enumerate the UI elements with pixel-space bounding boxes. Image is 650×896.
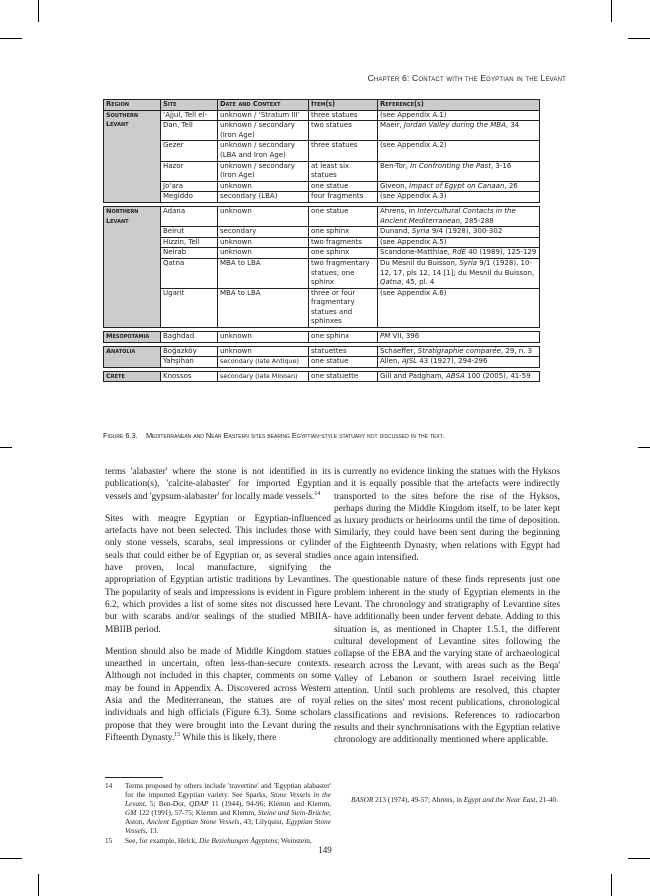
crop-mark [0,38,22,39]
items-cell: two fragments [309,237,378,248]
column-header: Reference(s) [378,100,540,111]
footnote [105,836,331,845]
sites-table [103,99,540,382]
reference-cell: Scandone-Matthiae, RdE 40 (1989), 125-129 [378,248,540,259]
date-cell: unknown [218,332,309,343]
items-cell: two statues [309,121,378,141]
site-cell: Neirab [161,248,218,259]
items-cell: at least six statues [309,161,378,181]
crop-mark [611,874,612,896]
table-row [104,181,540,192]
site-cell: Adana [161,206,218,226]
items-cell: four fragments [309,192,378,203]
items-cell: one sphinx [309,332,378,343]
column-header: Item(s) [309,100,378,111]
figure-caption: Figure 6.3. Mediterranean and Near Eastern sites bearing Egyptian-style statuary not discussed in the text. [103,431,445,440]
date-cell: unknown [218,237,309,248]
items-cell: one statue [309,357,378,368]
site-cell: Boğazköy [161,346,218,357]
items-cell: three statues [309,110,378,121]
paragraph: Sites with meagre Egyptian or Egyptian-influenced artefacts have not been selected. This includes those with only stone vessels, scarabs, seal impressions or cylinder seals that could either be of Egyptian or, as several studies have proven, local manufacture, signifying the appropriation of Egyptian artistic traditions by Levantines. The popularity of seals and impressions is evident in Figure 6.2, which provides a list of some sites not discussed here but with scarabs and/or sealings of the studied MBIIA-MBIIB period. [105,513,331,635]
date-cell: secondary (late Antique) [218,357,309,368]
crop-mark [611,0,612,22]
page-number: 149 [318,845,332,855]
region-cell: Crete [104,371,161,382]
site-cell: Jo‘ara [161,181,218,192]
region-cell: Anatolia [104,346,161,367]
footnote-number: 14 [105,781,113,790]
items-cell: one sphinx [309,248,378,259]
table-row [104,227,540,238]
footnote-text: See, for example, Helck, Die Beziehungen Ägyptens; Weinstein, [125,836,312,845]
crop-mark [628,38,650,39]
table-row [104,371,540,382]
table-header-row [104,100,540,111]
region-cell: Mesopotamia [104,332,161,343]
site-cell: Yahşihan [161,357,218,368]
date-cell: unknown [218,206,309,226]
site-cell: ‘Ajjul, Tell el- [161,110,218,121]
date-cell: secondary (late Minoan) [218,371,309,382]
site-cell: Ugarit [161,288,218,327]
site-cell: Beirut [161,227,218,238]
right-column [334,466,560,757]
table-row [104,357,540,368]
reference-cell: (see Appendix A.1) [378,110,540,121]
table-row [104,346,540,357]
site-cell: Hazor [161,161,218,181]
site-cell: Qatna [161,258,218,288]
crop-mark [0,858,22,859]
site-cell: Dan, Tell [161,121,218,141]
date-cell: secondary (LBA) [218,192,309,203]
items-cell: three statues [309,141,378,161]
table-row [104,121,540,141]
date-cell: unknown [218,248,309,259]
table-row [104,110,540,121]
table-row [104,206,540,226]
crop-mark [38,0,39,22]
footnote-ref: 15 [174,731,181,738]
table-row [104,288,540,327]
reference-cell: Gill and Padgham, ABSA 100 (2005), 41-59 [378,371,540,382]
footnote-text: Terms proposed by others include 'travertine' and 'Egyptian alabaster' for the imported Egyptian variety. See Sparks, Stone Vessels in the Levant, 5; Ben-Dor, QDAP 11 (1944), 94-96; Klemm and Klemm, GM 122 (1991), 57-75; Klemm and Klemm, Steine und Stein-Brüche; Aston, Ancient Egyptian Stone Vessels, 43; Lilyquist, Egyptian Stone Vessels, 13. [125,781,332,835]
date-cell: unknown / ‘Stratum III’ [218,110,309,121]
paragraph-text: terms 'alabaster' where the stone is not identified in its publication(s), 'calcite-alabaster' for imported Egyptian vessels and 'gypsum-alabaster' for locally made vessels. [105,467,331,502]
reference-cell: Ahrens, in Intercultural Contacts in the Ancient Mediterranean, 285-288 [378,206,540,226]
paragraph-text: Mention should also be made of Middle Kingdom statues unearthed in uncertain, often less-than-secure contexts. Although not included in this chapter, comments on some may be found in Appendix A. Discovered across Western Asia and the Mediterranean, the statues are of royal individuals and high officials (Figure 6.3). Some scholars propose that they were brought into the Levant during the Fifteenth Dynasty. [105,646,331,743]
table-row [104,141,540,161]
items-cell: one statuette [309,371,378,382]
table-row [104,258,540,288]
site-cell: Hizzin, Tell [161,237,218,248]
date-cell: MBA to LBA [218,288,309,327]
table-row [104,332,540,343]
date-cell: unknown [218,346,309,357]
items-cell: one statue [309,181,378,192]
left-column [105,466,331,754]
paragraph: The questionable nature of these finds represents just one problem inherent in the study of Egyptian elements in the Levant. The chronology and stratigraphy of Levantine sites have additionally been under fervent debate. Adding to this situation is, as mentioned in Chapter 1.5.1, the different cultural development of Levantine sites following the collapse of the EBA and the varying state of archaeological research across the Levant, with areas such as the Beqa' Valley of Lebanon or southern Israel receiving little attention. Until such problems are resolved, this chapter relies on the sites' most recent publications, chronological classifications and revisions. References to radiocarbon results and their synchronisations with the Egyptian relative chronology are additionally mentioned where applicable. [334,575,560,746]
date-cell: unknown / secondary (Iron Age) [218,161,309,181]
paragraph [105,646,331,744]
table-row [104,237,540,248]
sites-table-body [104,110,540,382]
site-cell: Knossos [161,371,218,382]
column-header: Date and Context [218,100,309,111]
reference-cell: PM VII, 396 [378,332,540,343]
items-cell: statuettes [309,346,378,357]
date-cell: unknown / secondary (Iron Age) [218,121,309,141]
running-head: Chapter 6: Contact with the Egyptian in the Levant [367,73,566,83]
items-cell: two fragmentary statues; one sphinx [309,258,378,288]
table-row [104,192,540,203]
crop-mark [0,447,12,448]
reference-cell: Giveon, Impact of Egypt on Canaan, 26 [378,181,540,192]
paragraph-text: While this is likely, there [180,732,277,743]
reference-cell: Allen, AJSL 43 (1927), 294-296 [378,357,540,368]
region-cell: Northern Levant [104,206,161,327]
reference-cell: (see Appendix A.5) [378,237,540,248]
column-header: Region [104,100,161,111]
date-cell: secondary [218,227,309,238]
footnote [105,781,331,835]
footnote-ref: 14 [314,490,321,497]
paragraph: is currently no evidence linking the statues with the Hyksos and it is equally possible that the artefacts were indirectly transported to the sites before the rise of the Hyksos, perhaps during the Middle Kingdom itself, to be later kept as luxury products or heirlooms until the time of deposition. Similarly, they could have been sent during the beginning of the Eighteenth Dynasty, when relations with Egypt had once again intensified. [334,467,560,564]
table-row [104,248,540,259]
reference-cell: (see Appendix A.2) [378,141,540,161]
footnote-continuation: BASOR 213 (1974), 49-57; Ahrens, in Egypt and the Near East, 21-40. [351,795,558,804]
items-cell: three or four fragmentary statues and sphinxes [309,288,378,327]
reference-cell: Ben-Tor, In Confronting the Past, 3-16 [378,161,540,181]
paragraph [105,466,331,503]
reference-cell: (see Appendix A.6) [378,288,540,327]
date-cell: unknown [218,181,309,192]
reference-cell: Dunand, Syria 9/4 (1928), 300-302 [378,227,540,238]
footnotes [105,781,331,846]
reference-cell: (see Appendix A.3) [378,192,540,203]
items-cell: one statue [309,206,378,226]
date-cell: unknown / secondary (LBA and Iron Age) [218,141,309,161]
crop-mark [38,874,39,896]
crop-mark [638,447,650,448]
region-cell: Southern Levant [104,110,161,202]
footnote-rule [105,777,163,778]
column-header: Site [161,100,218,111]
items-cell: one sphinx [309,227,378,238]
footnote-number: 15 [105,836,113,845]
reference-cell: Maeir, Jordan Valley during the MBA, 34 [378,121,540,141]
site-cell: Megiddo [161,192,218,203]
date-cell: MBA to LBA [218,258,309,288]
site-cell: Baghdad [161,332,218,343]
site-cell: Gezer [161,141,218,161]
crop-mark [628,858,650,859]
table-row [104,161,540,181]
reference-cell: Schaeffer, Stratigraphie comparée, 29, n. 3 [378,346,540,357]
reference-cell: Du Mesnil du Buisson, Syria 9/1 (1928), 10-12, 17, pls 12, 14 [1]; du Mesnil du Buisson, Qatna, 45, pl. 4 [378,258,540,288]
